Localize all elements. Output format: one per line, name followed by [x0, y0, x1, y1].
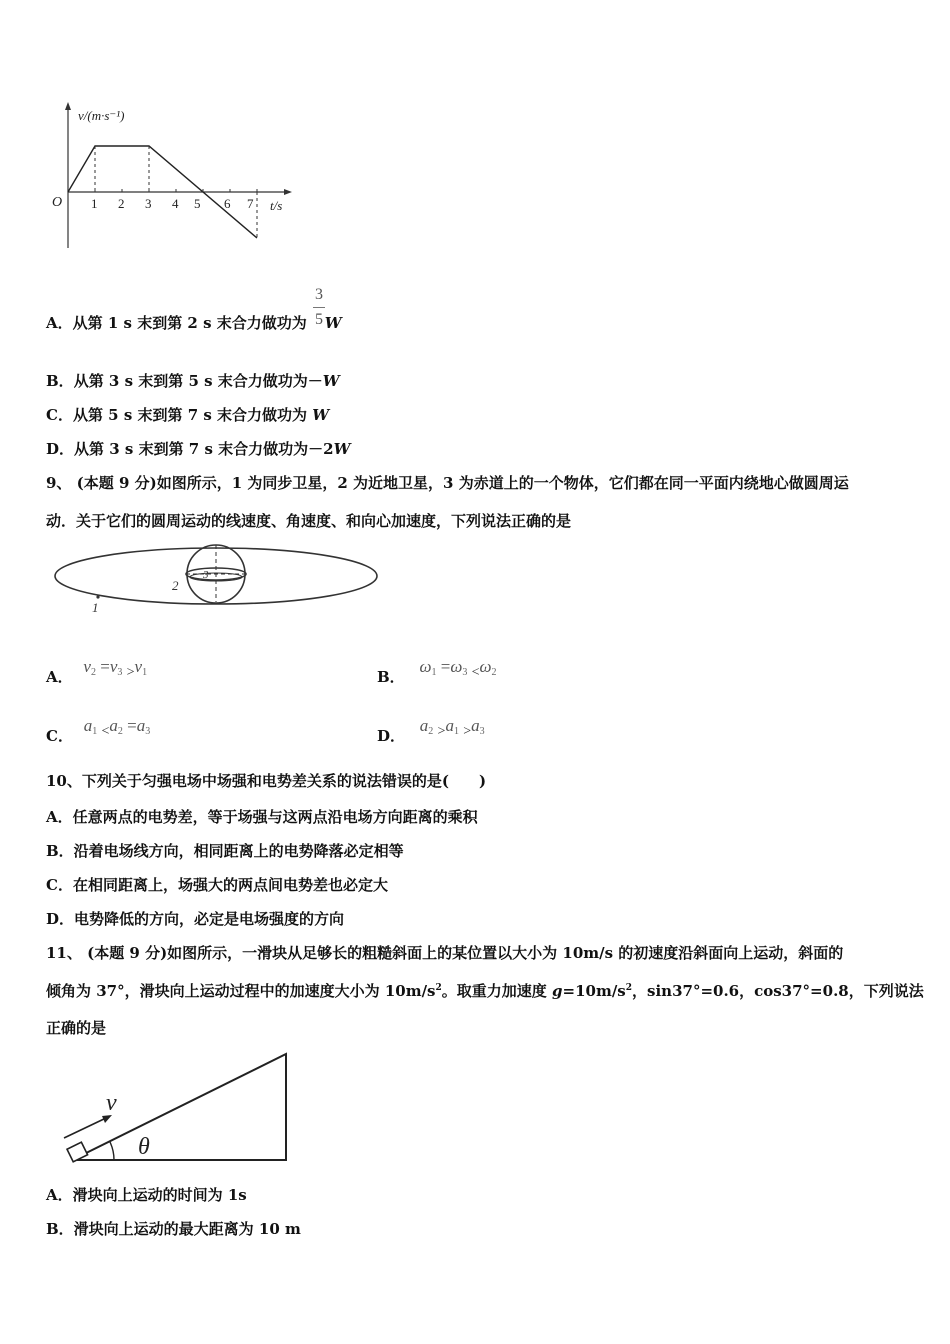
q9-label-1: 1 — [92, 600, 99, 615]
q8-option-b-unit: W — [322, 372, 340, 390]
q11-option-a: A．滑块向上运动的时间为 1s — [46, 1186, 247, 1204]
q11-stem-line2: 倾角为 37°，滑块向上运动过程中的加速度大小为 $10m/s^2$。取重力加速度 $g=10m/s^2$，sin37°=0.6，cos37°=0.8，下列说法 — [46, 982, 924, 1000]
q9-option-a — [46, 656, 148, 686]
q8-option-c-unit: W — [312, 406, 330, 424]
q8-option-a-unit: W — [324, 314, 342, 332]
q10-option-b: B．沿着电场线方向，相同距离上的电势降落必定相等 — [46, 842, 404, 860]
vt-y-label: v/(m·s⁻¹) — [78, 108, 125, 123]
q9-option-b-letter: B． — [377, 668, 405, 686]
q8-option-c-text: 从第 5 s 末到第 7 s 末合力做功为 — [72, 406, 308, 424]
q8-option-d-letter: D． — [46, 440, 75, 458]
q8-option-b — [46, 370, 340, 391]
q11-option-b: B．滑块向上运动的最大距离为 10 m — [46, 1220, 301, 1238]
q9-option-c-letter: C． — [46, 727, 73, 745]
q9-option-d-letter: D． — [377, 727, 406, 745]
q11-stem-line1: 11、 (本题 9 分)如图所示，一滑块从足够长的粗糙斜面上的某位置以大小为 10m/s 的初速度沿斜面向上运动，斜面的 — [46, 944, 844, 962]
q8-a-fraction-numerator: 3 — [315, 286, 323, 303]
q9-option-d-formula: $a_2$ $_>a_1$ $_>a_3$ — [419, 716, 485, 739]
q9-option-d — [377, 715, 485, 745]
q8-option-c — [46, 404, 329, 425]
q9-option-a-letter: A． — [46, 668, 73, 686]
q8-option-d-unit: W — [333, 440, 351, 458]
vt-x-label: t/s — [270, 198, 283, 213]
q9-option-c — [46, 715, 151, 745]
vt-tick-1: 1 — [91, 196, 98, 211]
vt-tick-2: 2 — [118, 196, 125, 211]
q10-option-c: C．在相同距离上，场强大的两点间电势差也必定大 — [46, 876, 388, 894]
q8-option-d-text: 从第 3 s 末到第 7 s 末合力做功为－2 — [74, 440, 334, 458]
vt-tick-6: 6 — [224, 196, 231, 211]
q8-option-a-text: 从第 1 s 末到第 2 s 末合力做功为 — [72, 314, 307, 332]
q9-option-b-formula: $\omega_1 =\omega_3$ $_<\omega_2$ — [419, 657, 497, 680]
q9-option-c-formula: $a_1$ $_<a_2 =a_3$ — [83, 716, 151, 739]
q8-option-a — [46, 312, 342, 333]
q9-stem-line2: 动．关于它们的圆周运动的线速度、角速度、和向心加速度，下列说法正确的是 — [46, 512, 572, 530]
q10-option-a: A．任意两点的电势差，等于场强与这两点沿电场方向距离的乘积 — [46, 808, 478, 826]
vt-graph-figure — [44, 98, 296, 258]
q8-option-c-letter: C． — [46, 406, 73, 424]
q10-stem: 10、下列关于匀强电场中场强和电势差关系的说法错误的是( ) — [46, 772, 487, 790]
q9-label-2: 2 — [172, 578, 179, 593]
vt-origin-label: O — [52, 195, 63, 210]
q9-label-3: 3 — [203, 569, 209, 581]
q8-option-d — [46, 438, 350, 459]
q8-option-b-letter: B． — [46, 372, 74, 390]
q11-label-theta: θ — [138, 1134, 150, 1160]
q9-orbit-figure — [46, 538, 382, 620]
vt-tick-5: 5 — [194, 196, 201, 211]
q9-option-a-formula: $v_2 =v_3$ $_>v_1$ — [83, 657, 148, 680]
q10-option-d: D．电势降低的方向，必定是电场强度的方向 — [46, 910, 345, 928]
vt-tick-7: 7 — [247, 196, 254, 211]
q8-a-fraction-bar — [313, 307, 325, 308]
vt-tick-3: 3 — [145, 196, 152, 211]
q11-incline-figure — [58, 1048, 294, 1168]
q9-option-b — [377, 656, 497, 686]
q8-option-b-text: 从第 3 s 末到第 5 s 末合力做功为－ — [73, 372, 323, 390]
q8-option-a-letter: A． — [46, 314, 73, 332]
q11-label-v: v — [106, 1090, 117, 1116]
q9-stem-line1: 9、 (本题 9 分)如图所示，1 为同步卫星，2 为近地卫星，3 为赤道上的一个物体，它们都在同一平面内绕地心做圆周运 — [46, 474, 849, 492]
vt-tick-4: 4 — [172, 196, 179, 211]
q11-stem-line3: 正确的是 — [46, 1019, 107, 1037]
q8-a-fraction-denominator: 5 — [315, 311, 323, 328]
